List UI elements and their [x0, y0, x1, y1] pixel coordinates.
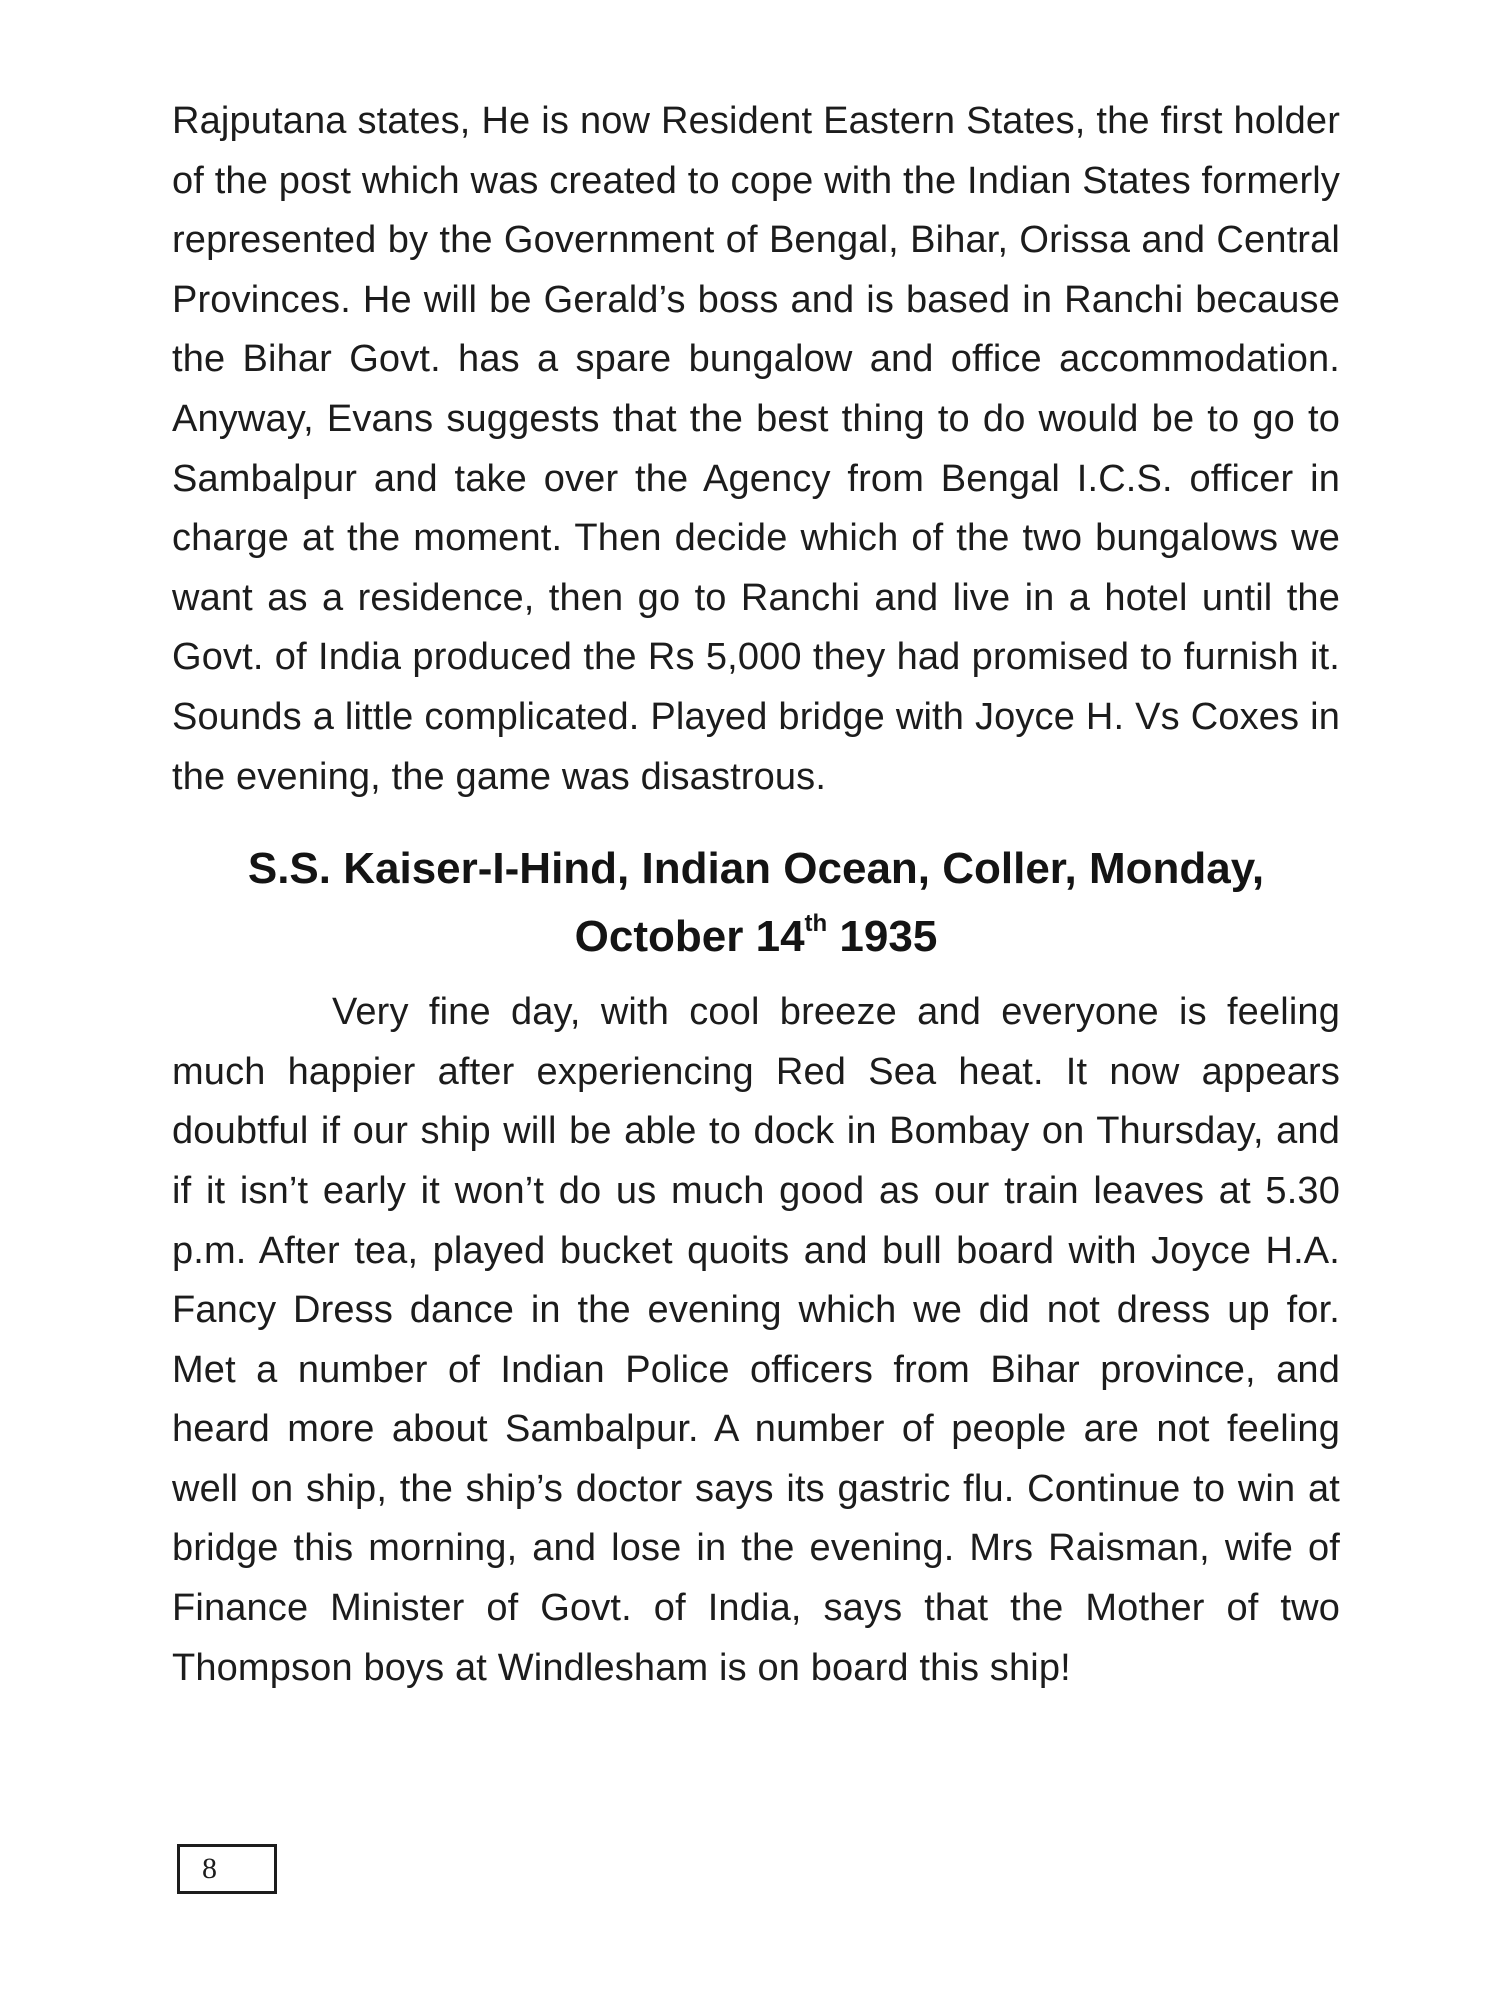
- heading-location-line: S.S. Kaiser-I-Hind, Indian Ocean, Coller, Monday,: [247, 844, 1265, 894]
- paragraph-entry-body: Very fine day, with cool breeze and everyone is feeling much happier after experiencing Red Sea heat. It now appears doubtful if our ship will be able to dock in Bombay on Thursday, and if it isn’t early it won’t do us much good as our train leaves at 5.30 p.m. After tea, played bucket quoits and bull board with Joyce H.A. Fancy Dress dance in the evening which we did not dress up for. Met a number of Indian Police officers from Bihar province, and heard more about Sambalpur. A number of people are not feeling well on ship, the ship’s doctor says its gastric flu. Continue to win at bridge this morning, and lose in the evening. Mrs Raisman, wife of Finance Minister of Govt. of India, says that the Mother of two Thompson boys at Windlesham is on board this ship!: [172, 991, 1340, 1689]
- heading-date-line: [172, 903, 1340, 971]
- heading-date-year: 1935: [827, 912, 938, 962]
- paragraph-continuation: Rajputana states, He is now Resident Eastern States, the first holder of the post which was created to cope with the Indian States formerly represented by the Government of Bengal, Bihar, Orissa and Central Provinces. He will be Gerald’s boss and is based in Ranchi because the Bihar Govt. has a spare bungalow and office accommodation. Anyway, Evans suggests that the best thing to do would be to go to Sambalpur and take over the Agency from Bengal I.C.S. officer in charge at the moment. Then decide which of the two bungalows we want as a residence, then go to Ranchi and live in a hotel until the Govt. of India produced the Rs 5,000 they had promised to furnish it. Sounds a little complicated. Played bridge with Joyce H. Vs Coxes in the evening, the game was disastrous.: [172, 100, 1340, 798]
- page-body: [172, 92, 1340, 1698]
- heading-date-suffix: th: [804, 910, 828, 938]
- heading-date-month: October 14: [574, 912, 805, 962]
- page-number: 8: [177, 1844, 277, 1894]
- diary-entry-heading: [172, 835, 1340, 971]
